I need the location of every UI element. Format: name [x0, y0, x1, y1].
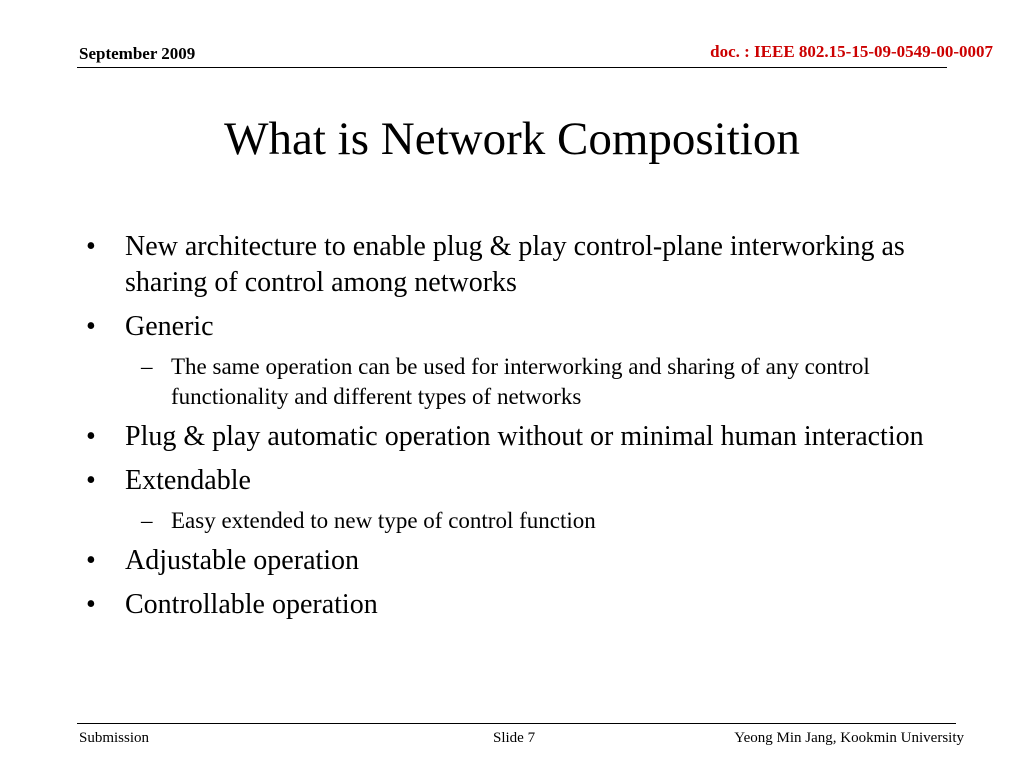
bullet-text: Plug & play automatic operation without or minimal human interaction [125, 421, 924, 452]
sub-bullet-text: Easy extended to new type of control function [171, 508, 596, 533]
sub-bullet-text: The same operation can be used for interworking and sharing of any control functionality and different types of networks [171, 354, 870, 409]
footer-submission: Submission [79, 730, 150, 746]
bullet-text: Extendable [125, 465, 251, 496]
bullet-item [84, 463, 934, 499]
header-date: September 2009 [79, 44, 196, 63]
bullet-text: Controllable operation [125, 589, 378, 620]
slide-title: What is Network Composition [224, 113, 800, 165]
footer-author: Yeong Min Jang, Kookmin University [734, 730, 964, 746]
bullet-item [84, 229, 934, 301]
bullet-marker: • [86, 465, 96, 496]
bullet-text: Generic [125, 311, 214, 342]
slide-number: Slide 7 [493, 730, 536, 746]
bullet-marker: • [86, 589, 96, 620]
bullet-item [84, 543, 934, 579]
bullet-marker: • [86, 545, 96, 576]
bullet-item [84, 587, 934, 623]
bullet-text: New architecture to enable plug & play control-plane interworking as sharing of control among networks [125, 231, 905, 298]
bullet-marker: • [86, 421, 96, 452]
dash-marker: – [141, 508, 153, 533]
sub-bullet-item [84, 352, 934, 412]
bullet-item [84, 309, 934, 345]
bullet-list [84, 229, 934, 631]
bullet-marker: • [86, 311, 96, 342]
sub-bullet-item [84, 506, 934, 536]
bullet-text: Adjustable operation [125, 545, 360, 576]
header-divider [77, 67, 947, 68]
document-id: doc. : IEEE 802.15-15-09-0549-00-0007 [710, 42, 993, 61]
bullet-item [84, 419, 934, 455]
bullet-marker: • [86, 231, 96, 262]
dash-marker: – [141, 354, 153, 379]
footer-divider [77, 723, 956, 724]
